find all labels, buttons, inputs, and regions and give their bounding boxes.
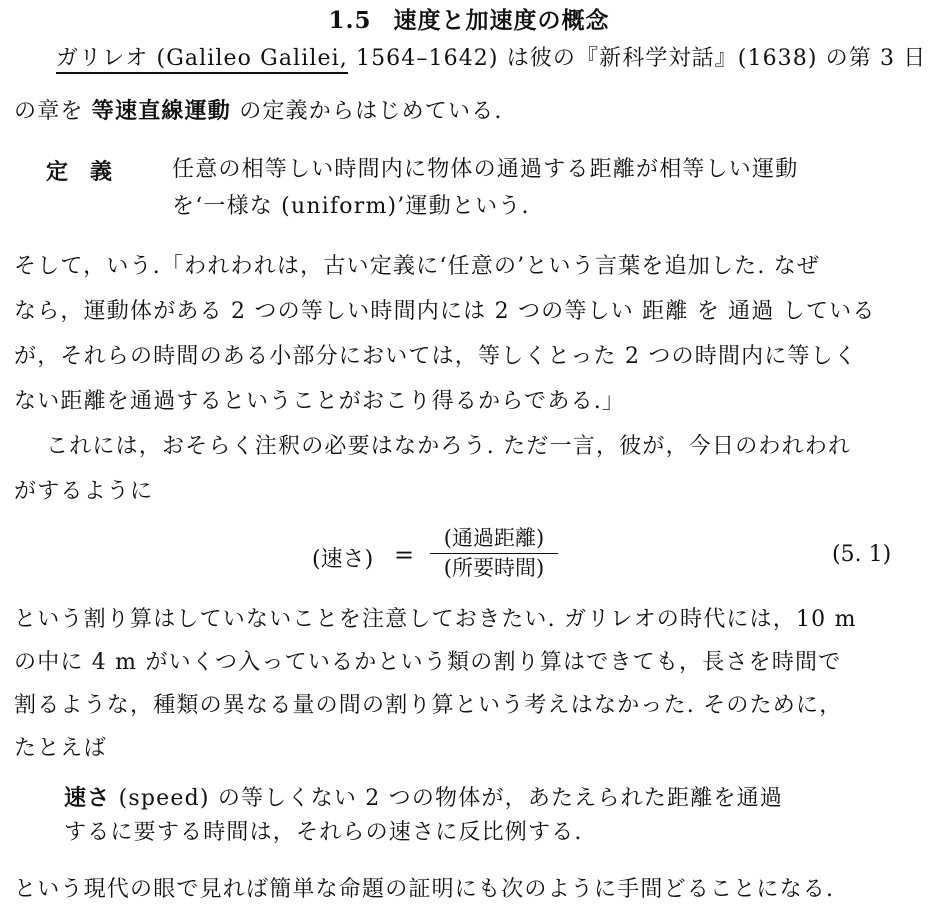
formula-denominator: (所要時間) bbox=[443, 556, 545, 580]
underlined-author: ガリレオ (Galileo Galilei, bbox=[56, 46, 348, 74]
formula-numerator: (通過距離) bbox=[430, 525, 558, 554]
definition-line2: を‘一様な (uniform)’運動という. bbox=[172, 194, 530, 219]
definition-label: 定義 bbox=[46, 159, 135, 185]
term-speed: 速さ bbox=[64, 785, 111, 811]
paragraph4-line2: の中に 4 m がいくつ入っているかという類の割り算はできても，長さを時間で bbox=[14, 650, 842, 675]
section-heading bbox=[0, 2, 938, 35]
paragraph1-line2 bbox=[14, 96, 503, 127]
term-uniform-motion: 等速直線運動 bbox=[91, 98, 231, 124]
paragraph1-line1-rest: 1564–1642) は彼の『新科学対話』(1638) の第 3 日 bbox=[347, 46, 927, 71]
paragraph1-line2-pre: の章を bbox=[14, 99, 92, 124]
formula-equals: = bbox=[394, 541, 415, 569]
definition-line1: 任意の相等しい時間内に物体の通過する距離が相等しい運動 bbox=[172, 157, 799, 182]
paragraph5-line: という現代の眼で見れば簡単な命題の証明にも次のように手間どることになる. bbox=[14, 877, 835, 902]
section-title: 速度と加速度の概念 bbox=[393, 7, 610, 34]
section-number: 1.5 bbox=[328, 7, 372, 34]
formula-lhs: (速さ) bbox=[312, 547, 374, 572]
paragraph2-line3: が，それらの時間のある小部分においては，等しくとった 2 つの時間内に等しく bbox=[14, 344, 858, 369]
speed-formula bbox=[0, 525, 938, 585]
paragraph4-line1: という割り算はしていないことを注意しておきたい. ガリレオの時代には，10 m bbox=[14, 607, 857, 632]
proposition-line2: するに要する時間は，それらの速さに反比例する. bbox=[64, 820, 583, 845]
equation-number: (5. 1) bbox=[832, 542, 892, 567]
proposition-line1-rest: (speed) の等しくない 2 つの物体が，あたえられた距離を通過 bbox=[110, 786, 784, 811]
paragraph1-line1 bbox=[56, 44, 926, 74]
paragraph1-line2-post: の定義からはじめている. bbox=[231, 99, 503, 124]
paragraph3-line1: これには，おそらく注釈の必要はなかろう. ただ一言，彼が，今日のわれわれ bbox=[46, 434, 852, 459]
paragraph4-line4: たとえば bbox=[14, 736, 107, 761]
paragraph3-line2: がするように bbox=[14, 479, 154, 504]
proposition-line1 bbox=[64, 783, 783, 814]
formula-fraction bbox=[430, 525, 558, 582]
paragraph4-line3: 割るような，種類の異なる量の間の割り算という考えはなかった. そのために， bbox=[14, 693, 843, 718]
paragraph2-line2: なら，運動体がある 2 つの等しい時間内には 2 つの等しい 距離 を 通過 している bbox=[14, 299, 876, 324]
paragraph2-line1: そして，いう.「われわれは，古い定義に‘任意の’という言葉を追加した. なぜ bbox=[14, 254, 821, 279]
paragraph2-line4: ない距離を通過するということがおこり得るからである.」 bbox=[14, 389, 626, 414]
